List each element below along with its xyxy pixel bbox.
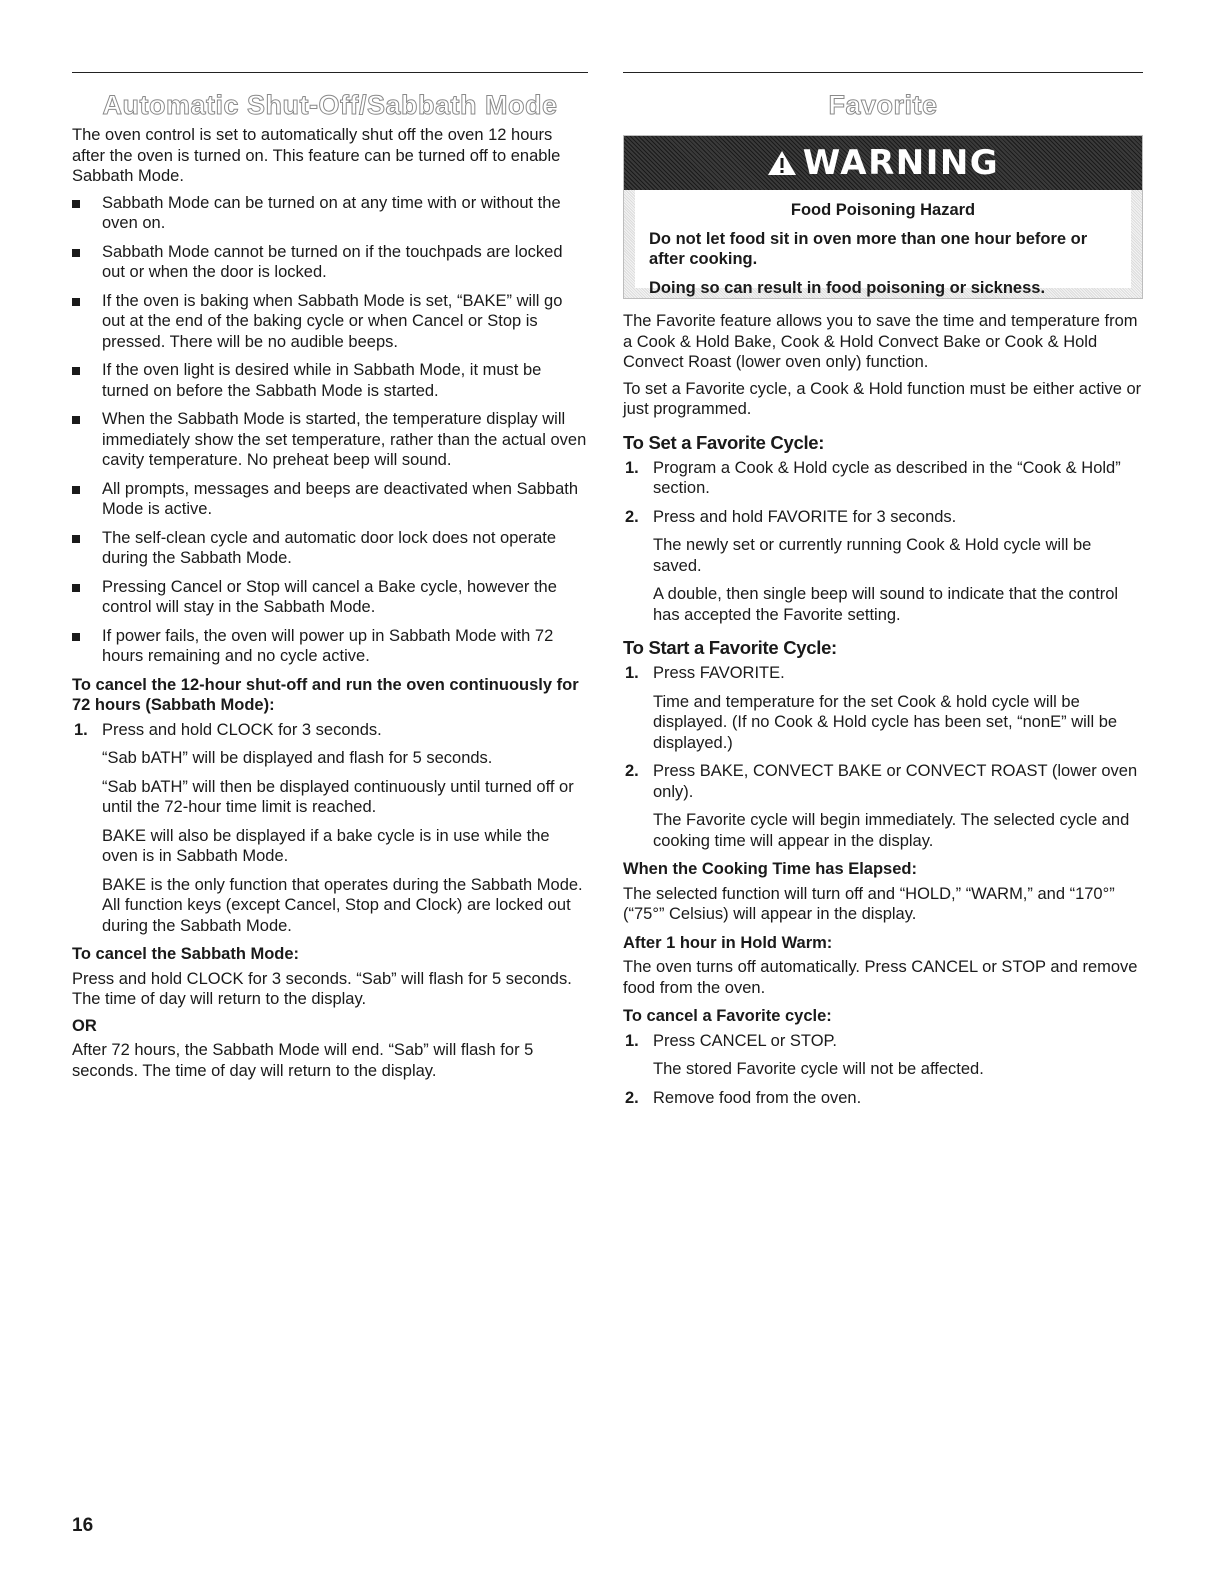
sabbath-bullet-list bbox=[72, 193, 588, 667]
list-item: If power fails, the oven will power up in Sabbath Mode with 72 hours remaining and no cycle active. bbox=[72, 626, 588, 667]
or-label: OR bbox=[72, 1016, 97, 1035]
warning-hazard: Food Poisoning Hazard bbox=[790, 201, 976, 219]
set-favorite-steps bbox=[623, 458, 1143, 626]
step-text: Press FAVORITE. bbox=[653, 664, 785, 682]
list-item: Pressing Cancel or Stop will cancel a Bake cycle, however the control will stay in the Sabbath Mode. bbox=[72, 577, 588, 618]
cancel-sabbath-heading: To cancel the Sabbath Mode: bbox=[72, 945, 300, 963]
step-item bbox=[623, 761, 1143, 851]
step-text: Press BAKE, CONVECT BAKE or CONVECT ROAST (lower oven only). bbox=[653, 762, 1138, 801]
list-item: All prompts, messages and beeps are deactivated when Sabbath Mode is active. bbox=[72, 479, 588, 520]
start-favorite-steps bbox=[623, 663, 1143, 851]
warning-line: Do not let food sit in oven more than one hour before or after cooking. bbox=[649, 229, 1088, 268]
square-bullet-icon bbox=[72, 584, 80, 592]
step-note: Time and temperature for the set Cook & hold cycle will be displayed. (If no Cook & Hold cycle has been set, “nonE” will be displayed.) bbox=[653, 692, 1118, 752]
elapsed-text: The selected function will turn off and “HOLD,” “WARM,” and “170°” (“75°” Celsius) will appear in the display. bbox=[623, 884, 1115, 923]
left-column bbox=[72, 72, 588, 1087]
favorite-intro: To set a Favorite cycle, a Cook & Hold function must be either active or just programmed. bbox=[623, 379, 1142, 418]
cancel-sabbath-text: Press and hold CLOCK for 3 seconds. “Sab” will flash for 5 seconds. The time of day will return to the display. bbox=[72, 969, 572, 1008]
step-note: “Sab bATH” will be displayed and flash for 5 seconds. bbox=[102, 749, 493, 767]
square-bullet-icon bbox=[72, 416, 80, 424]
square-bullet-icon bbox=[72, 200, 80, 208]
step-item bbox=[72, 720, 588, 937]
step-number: 1. bbox=[74, 720, 88, 739]
step-number: 2. bbox=[625, 507, 639, 526]
square-bullet-icon bbox=[72, 298, 80, 306]
step-number: 1. bbox=[625, 664, 639, 682]
step-note: The stored Favorite cycle will not be affected. bbox=[653, 1060, 984, 1078]
section-divider bbox=[623, 72, 1143, 73]
set-favorite-heading: To Set a Favorite Cycle: bbox=[623, 431, 825, 453]
step-number: 2. bbox=[625, 1088, 639, 1107]
list-item: When the Sabbath Mode is started, the temperature display will immediately show the set temperature, rather than the actual oven cavity temperature. No preheat beep will sound. bbox=[72, 409, 588, 471]
step-text: Press and hold CLOCK for 3 seconds. bbox=[102, 720, 382, 739]
list-item: If the oven is baking when Sabbath Mode is set, “BAKE” will go out at the end of the baking cycle or when Cancel or Stop is pressed. There will be no audible beeps. bbox=[72, 291, 588, 353]
square-bullet-icon bbox=[72, 249, 80, 257]
favorite-intro: The Favorite feature allows you to save the time and temperature from a Cook & Hold Bake, Cook & Hold Convect Bake or Cook & Hold Convect Roast (lower oven only) function. bbox=[623, 312, 1138, 371]
warning-box bbox=[623, 135, 1143, 299]
step-text: Press and hold FAVORITE for 3 seconds. bbox=[653, 507, 957, 526]
step-text: Remove food from the oven. bbox=[653, 1088, 862, 1107]
step-note: BAKE is the only function that operates during the Sabbath Mode. All function keys (except Cancel, Stop and Clock) are locked out during the Sabbath Mode. bbox=[102, 875, 583, 935]
hold-warm-text: The oven turns off automatically. Press CANCEL or STOP and remove food from the oven. bbox=[623, 958, 1138, 997]
cancel-12hr-steps bbox=[72, 720, 588, 937]
step-note: The Favorite cycle will begin immediately. The selected cycle and cooking time will appear in the display. bbox=[653, 811, 1130, 850]
step-note: BAKE will also be displayed if a bake cycle is in use while the oven is in Sabbath Mode. bbox=[102, 826, 550, 865]
section-title-sabbath: Automatic Shut-Off/Sabbath Mode bbox=[102, 90, 558, 120]
step-note: A double, then single beep will sound to indicate that the control has accepted the Favorite setting. bbox=[653, 585, 1119, 624]
list-item: Sabbath Mode can be turned on at any time with or without the oven on. bbox=[72, 193, 588, 234]
section-divider bbox=[72, 72, 588, 73]
warning-triangle-icon bbox=[767, 149, 797, 177]
step-item bbox=[623, 1088, 1143, 1109]
step-item bbox=[623, 458, 1143, 499]
warning-title: WARNING bbox=[802, 143, 1000, 183]
step-item bbox=[623, 1031, 1143, 1080]
step-note: “Sab bATH” will then be displayed continuously until turned off or until the 72-hour time limit is reached. bbox=[102, 777, 574, 816]
hold-warm-heading: After 1 hour in Hold Warm: bbox=[623, 933, 833, 952]
cancel-favorite-heading: To cancel a Favorite cycle: bbox=[623, 1007, 832, 1025]
square-bullet-icon bbox=[72, 535, 80, 543]
step-number: 1. bbox=[625, 458, 639, 477]
step-number: 2. bbox=[625, 762, 639, 780]
step-item bbox=[623, 507, 1143, 626]
step-note: The newly set or currently running Cook & Hold cycle will be saved. bbox=[653, 536, 1092, 575]
step-text: Program a Cook & Hold cycle as described in the “Cook & Hold” section. bbox=[653, 458, 1121, 497]
list-item: If the oven light is desired while in Sabbath Mode, it must be turned on before the Sabbath Mode is started. bbox=[72, 360, 588, 401]
elapsed-heading: When the Cooking Time has Elapsed: bbox=[623, 860, 917, 878]
square-bullet-icon bbox=[72, 367, 80, 375]
warning-line: Doing so can result in food poisoning or sickness. bbox=[649, 278, 1046, 297]
list-item: Sabbath Mode cannot be turned on if the touchpads are locked out or when the door is locked. bbox=[72, 242, 588, 283]
page-number: 16 bbox=[72, 1515, 94, 1536]
sabbath-intro: The oven control is set to automatically shut off the oven 12 hours after the oven is turned on. This feature can be turned off to enable Sabbath Mode. bbox=[72, 126, 561, 185]
cancel-12hr-heading: To cancel the 12-hour shut-off and run the oven continuously for 72 hours (Sabbath Mode): bbox=[72, 675, 579, 714]
square-bullet-icon bbox=[72, 633, 80, 641]
warning-header bbox=[624, 136, 1142, 190]
cancel-favorite-steps bbox=[623, 1031, 1143, 1109]
warning-body bbox=[635, 190, 1131, 297]
section-title-favorite: Favorite bbox=[828, 90, 938, 120]
square-bullet-icon bbox=[72, 486, 80, 494]
after-72-text: After 72 hours, the Sabbath Mode will end. “Sab” will flash for 5 seconds. The time of day will return to the display. bbox=[72, 1041, 534, 1080]
step-item bbox=[623, 663, 1143, 753]
step-number: 1. bbox=[625, 1031, 639, 1050]
start-favorite-heading: To Start a Favorite Cycle: bbox=[623, 637, 837, 658]
list-item: The self-clean cycle and automatic door lock does not operate during the Sabbath Mode. bbox=[72, 528, 588, 569]
right-column bbox=[623, 72, 1143, 1116]
step-text: Press CANCEL or STOP. bbox=[653, 1031, 838, 1050]
